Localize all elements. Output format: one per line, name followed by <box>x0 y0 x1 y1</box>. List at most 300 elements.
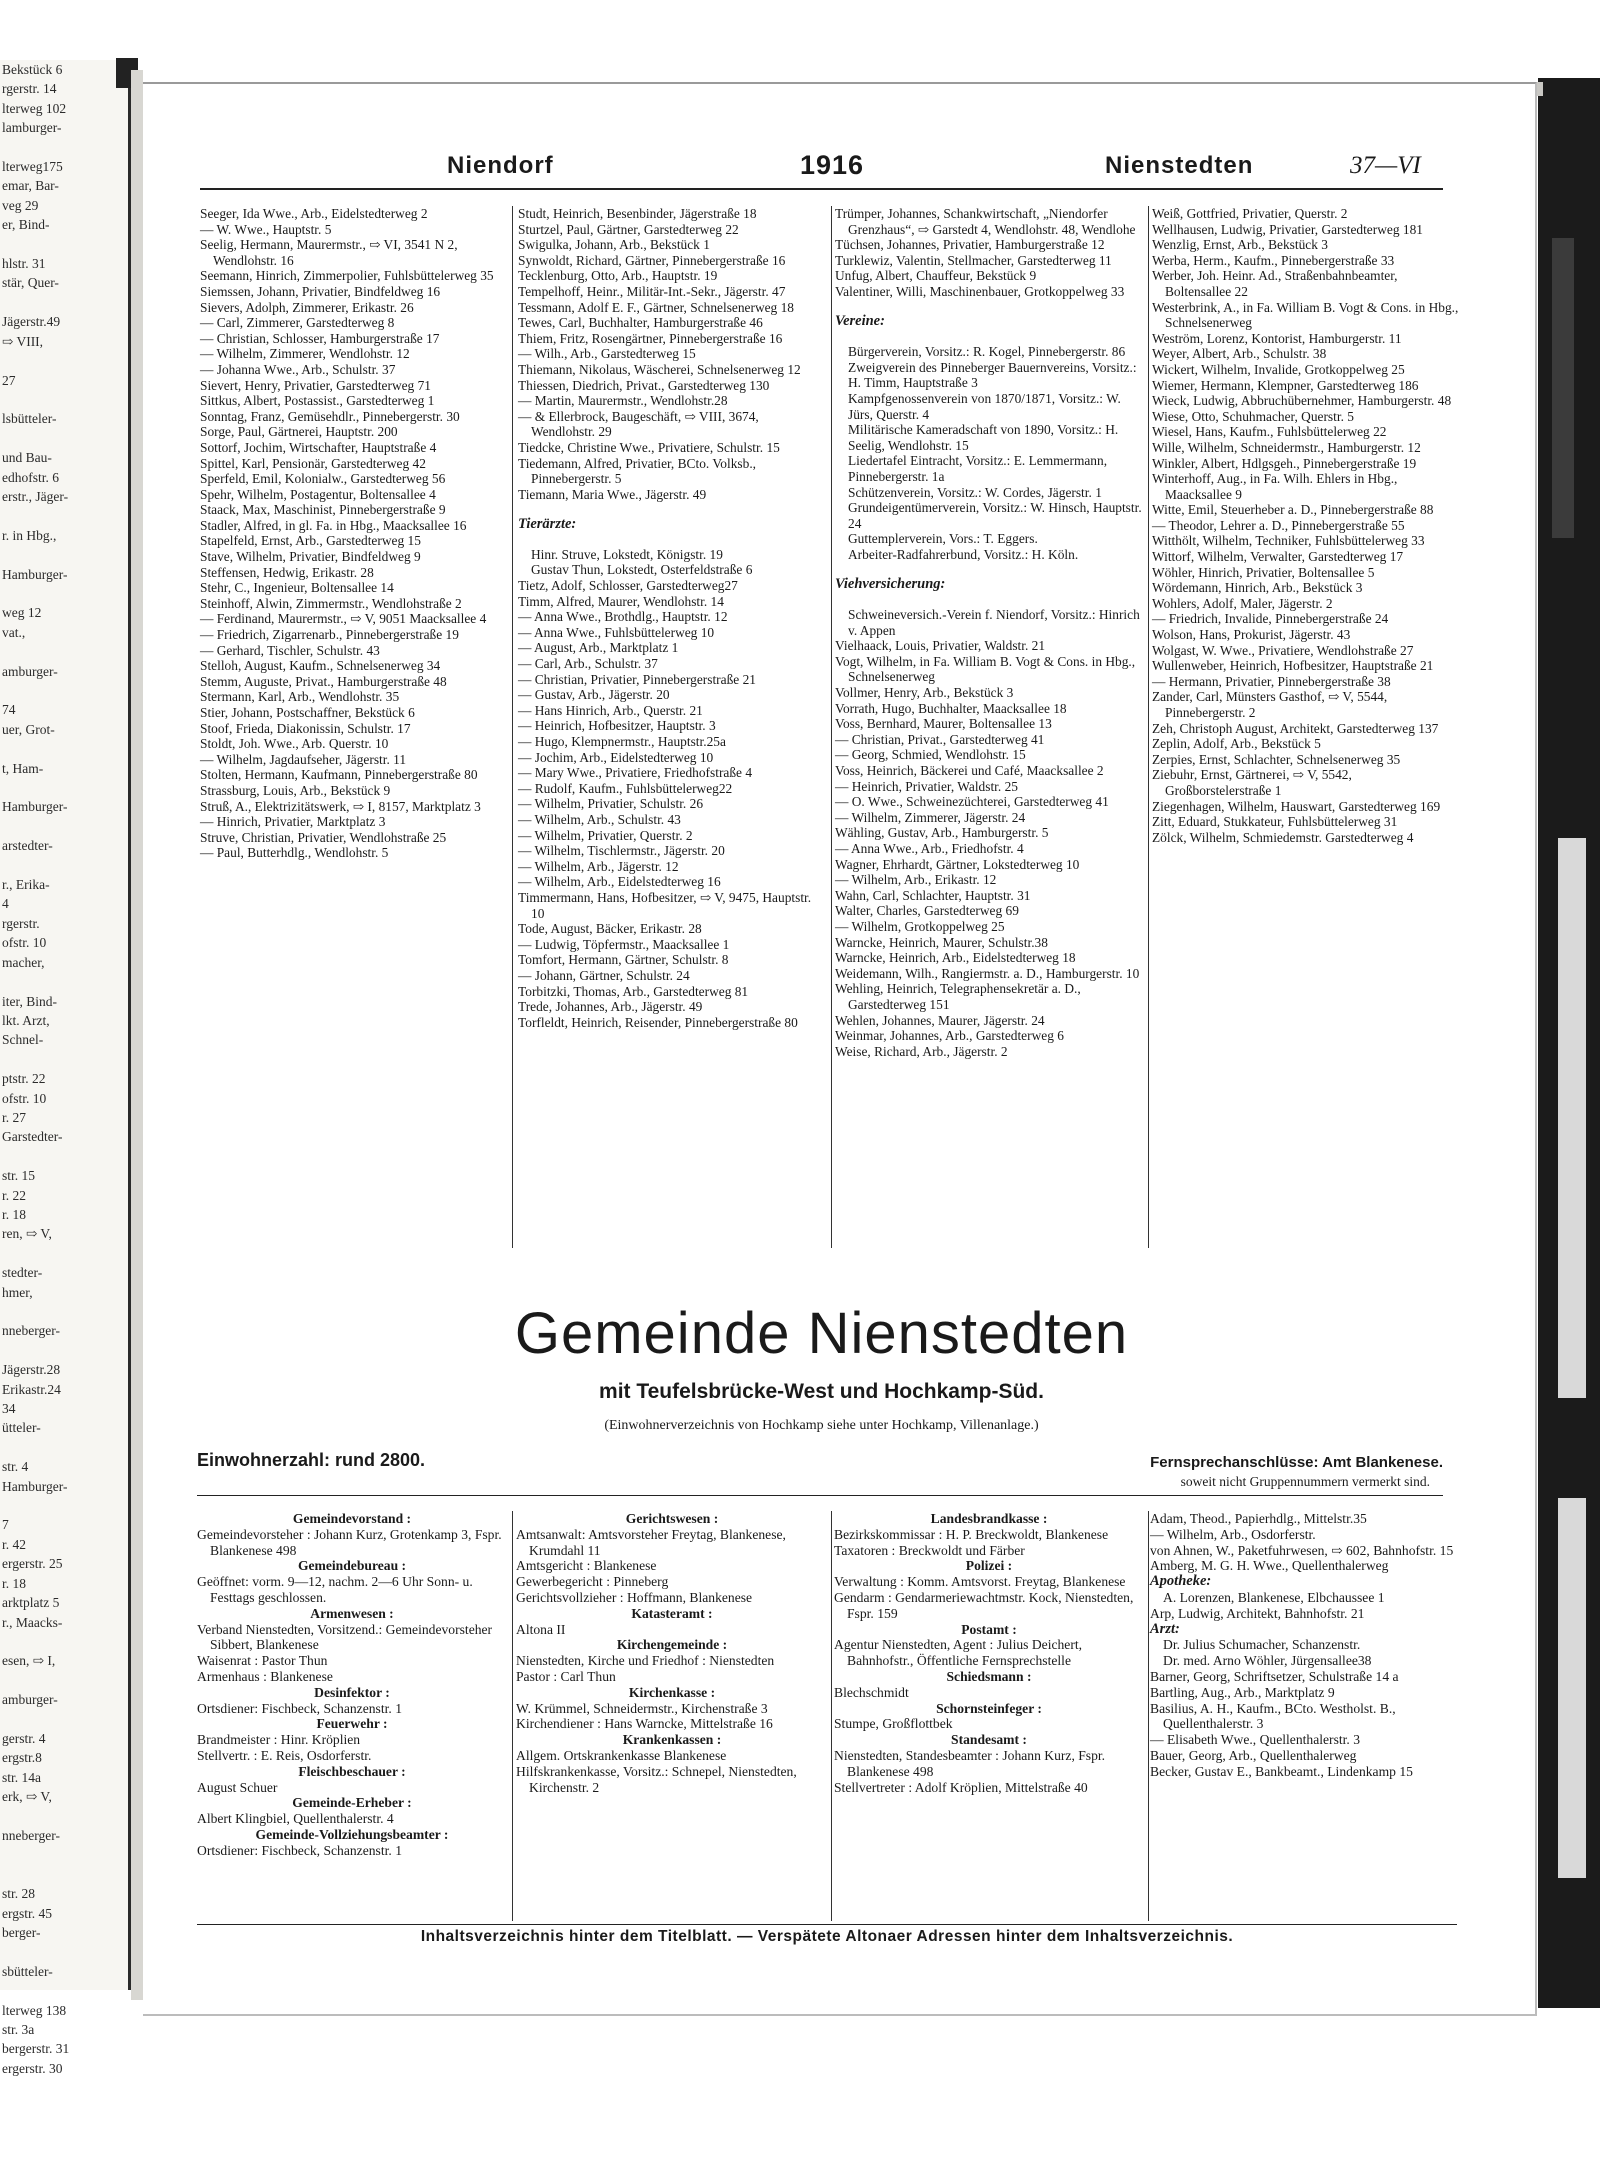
resident-entry: Torfleldt, Heinrich, Reisender, Pinnebergerstraße 80 <box>518 1014 798 1030</box>
admin-column-2 <box>516 1511 828 1921</box>
resident-entry: Tewes, Carl, Buchhalter, Hamburgerstraße 46 <box>518 315 763 331</box>
left-page-line: lsbütteler- <box>2 411 57 427</box>
left-page-line: Garstedter- <box>2 1129 63 1145</box>
resident-entry: Tempelhoff, Heinr., Militär-Int.-Sekr., Jägerstr. 47 <box>518 283 786 299</box>
left-page-line <box>0 1710 128 1729</box>
left-page-line: 4 <box>2 896 9 912</box>
resident-entry: Wolson, Hans, Prokurist, Jägerstr. 43 <box>1152 627 1351 643</box>
category-entry: Bürgerverein, Vorsitz.: R. Kogel, Pinnebergerstr. 86 <box>848 344 1126 360</box>
left-page-line: 74 <box>2 702 16 718</box>
left-page-line <box>0 429 128 448</box>
resident-entry: Wiese, Otto, Schuhmacher, Querstr. 5 <box>1152 408 1354 424</box>
left-page-line: edhofstr. 6 <box>2 469 59 485</box>
left-page-line: ergstr. 45 <box>2 1905 52 1921</box>
office-entry: Amtsgericht : Blankenese <box>516 1558 657 1574</box>
left-page-line: ütteler- <box>2 1420 41 1436</box>
office-entry: August Schuer <box>197 1779 278 1795</box>
resident-entry: — Heinrich, Privatier, Waldstr. 25 <box>835 778 1018 794</box>
resident-entry: Trede, Johannes, Arb., Jägerstr. 49 <box>518 999 703 1015</box>
left-page-line: hlstr. 31 <box>2 256 46 272</box>
left-page-line <box>0 293 128 312</box>
resident-entry: — Christian, Privat., Garstedterweg 41 <box>835 731 1045 747</box>
office-entry: Bezirkskommissar : H. P. Breckwoldt, Blankenese <box>834 1526 1109 1542</box>
left-page-line: sbütteler- <box>2 1963 53 1979</box>
left-page-line <box>0 235 128 254</box>
resident-entry: Seelig, Hermann, Maurermstr., ⇨ VI, 3541 N 2, Wendlohstr. 16 <box>200 237 458 268</box>
left-page-line: ergerstr. 25 <box>2 1556 63 1572</box>
resident-entry: Weidemann, Wilh., Rangiermstr. a. D., Hamburgerstr. 10 <box>835 965 1140 981</box>
category-entry: Gustav Thun, Lokstedt, Osterfeldstraße 6 <box>531 562 753 578</box>
resident-entry: — Wilhelm, Grotkoppelweg 25 <box>835 918 1005 934</box>
left-page-line: hmer, <box>2 1284 33 1300</box>
resident-entry: Stapelfeld, Ernst, Arb., Garstedterweg 15 <box>200 533 421 549</box>
left-page-line <box>0 1981 128 2000</box>
left-page-line: emar, Bar- <box>2 178 59 194</box>
left-page-line <box>0 681 128 700</box>
left-page-line <box>0 856 128 875</box>
office-heading: Gemeinde-Erheber : <box>292 1795 412 1811</box>
left-page-line <box>0 1671 128 1690</box>
office-heading: Feuerwehr : <box>316 1716 388 1732</box>
office-entry: Stellvertreter : Adolf Kröplien, Mittelstraße 40 <box>834 1779 1088 1795</box>
section-subtitle: mit Teufelsbrücke-West und Hochkamp-Süd. <box>599 1380 1044 1403</box>
resident-entry: Seemann, Hinrich, Zimmerpolier, Fuhlsbüttelerweg 35 <box>200 268 494 284</box>
left-page-line <box>0 390 128 409</box>
resident-entry: — Gustav, Arb., Jägerstr. 20 <box>518 687 670 703</box>
resident-entry: Stehr, C., Ingenieur, Boltensallee 14 <box>200 580 394 596</box>
resident-entry: Sievers, Adolph, Zimmerer, Erikastr. 26 <box>200 299 414 315</box>
left-page-line: str. 14a <box>2 1769 41 1785</box>
left-page-line <box>0 2098 128 2117</box>
resident-entry: — Anna Wwe., Brothdlg., Hauptstr. 12 <box>518 609 728 625</box>
resident-entry: Tiemann, Maria Wwe., Jägerstr. 49 <box>518 486 707 502</box>
office-entry: Albert Klingbiel, Quellenthalerstr. 4 <box>197 1811 394 1827</box>
left-page-line: rgerstr. 14 <box>2 81 57 97</box>
resident-entry: — Theodor, Lehrer a. D., Pinnebergerstraße 55 <box>1152 517 1405 533</box>
resident-entry: Witte, Emil, Steuerheber a. D., Pinnebergerstraße 88 <box>1152 502 1434 518</box>
left-page-line: Hamburger- <box>2 566 68 582</box>
resident-entry: Vogt, Wilhelm, in Fa. William B. Vogt & Cons. in Hbg., Schnelsenerweg <box>835 653 1136 685</box>
resident-entry: Valentiner, Willi, Maschinenbauer, Grotkoppelweg 33 <box>835 283 1125 299</box>
resident-entry: Tomfort, Hermann, Gärtner, Schulstr. 8 <box>518 952 729 968</box>
page-gutter <box>131 70 143 2000</box>
resident-entry: — Wilhelm, Privatier, Querstr. 2 <box>518 827 693 843</box>
left-page-line <box>0 1496 128 1515</box>
left-page-line <box>0 739 128 758</box>
left-page-line: r. 18 <box>2 1575 27 1591</box>
office-entry: von Ahnen, W., Paketfuhrwesen, ⇨ 602, Bahnhofstr. 15 <box>1150 1542 1454 1558</box>
resident-entry: Wahn, Carl, Schlachter, Hauptstr. 31 <box>835 887 1031 903</box>
category-entry: Dr. Julius Schumacher, Schanzenstr. <box>1163 1637 1361 1653</box>
office-heading: Kirchengemeinde : <box>616 1637 728 1653</box>
resident-entry: Wolgast, W. Wwe., Privatiere, Wendlohstraße 27 <box>1152 642 1414 658</box>
left-page-line: Hamburger- <box>2 1478 68 1494</box>
resident-entry: Spehr, Wilhelm, Postagentur, Boltensallee 4 <box>200 486 436 502</box>
left-page-line <box>0 778 128 797</box>
admin-column-1 <box>197 1511 507 1921</box>
resident-entry: Winterhoff, Aug., in Fa. Wilh. Ehlers in Hbg., Maacksallee 9 <box>1152 471 1398 502</box>
office-entry: Ortsdiener: Fischbeck, Schanzenstr. 1 <box>197 1842 402 1858</box>
left-page-line: str. 15 <box>2 1168 36 1184</box>
resident-entry: Zander, Carl, Münsters Gasthof, ⇨ V, 5544, Pinnebergerstr. 2 <box>1152 689 1388 720</box>
left-page-line: bergerstr. 31 <box>2 2041 70 2057</box>
resident-entry: — Wilh., Arb., Garstedterweg 15 <box>518 346 696 362</box>
office-entry: Geöffnet: vorm. 9—12, nachm. 2—6 Uhr Sonn- u. Festtags geschlossen. <box>197 1574 473 1605</box>
left-page-line: str. 28 <box>2 1886 36 1902</box>
section-rule <box>197 1495 1443 1496</box>
left-page-line: berger- <box>2 1925 41 1940</box>
office-entry: Waisenrat : Pastor Thun <box>197 1653 328 1669</box>
resident-entry: — Hugo, Klempnermstr., Hauptstr.25a <box>518 734 726 749</box>
resident-entry: — Christian, Schlosser, Hamburgerstraße 17 <box>200 330 440 346</box>
office-entry: Nienstedten, Standesbeamter : Johann Kurz, Fspr. Blankenese 498 <box>834 1747 1106 1779</box>
left-page-line: Erikastr.24 <box>2 1381 61 1397</box>
directory-column-1 <box>200 206 503 1248</box>
resident-entry: Studt, Heinrich, Besenbinder, Jägerstraße 18 <box>518 206 757 221</box>
resident-entry: Wickert, Wilhelm, Invalide, Grotkoppelweg 25 <box>1152 361 1405 377</box>
footer-note: Inhaltsverzeichnis hinter dem Titelblatt. — Verspätete Altonaer Adressen hinter dem Inhaltsverzeichnis. <box>420 1928 1234 1945</box>
header-rule <box>200 188 1443 190</box>
resident-entry: Wähling, Gustav, Arb., Hamburgerstr. 5 <box>835 825 1049 841</box>
left-adjacent-page <box>0 60 131 2076</box>
resident-entry: — Rudolf, Kaufm., Fuhlsbüttelerweg22 <box>518 780 733 796</box>
left-page-line <box>0 1807 128 1826</box>
column-divider <box>1148 1511 1149 1921</box>
resident-entry: Stemm, Auguste, Privat., Hamburgerstraße 48 <box>200 673 447 689</box>
resident-entry: — Georg, Schmied, Wendlohstr. 15 <box>835 747 1026 763</box>
left-page-line <box>0 2078 128 2097</box>
office-heading: Polizei : <box>965 1558 1013 1574</box>
resident-entry: Sonntag, Franz, Gemüsehdlr., Pinnebergerstr. 30 <box>200 408 460 424</box>
left-page-line: gerstr. 4 <box>2 1730 46 1746</box>
left-page-line: weg 12 <box>2 605 42 621</box>
resident-entry: Weinmar, Johannes, Arb., Garstedterweg 6 <box>835 1028 1064 1044</box>
left-page-line: lamburger- <box>2 120 62 136</box>
resident-entry: Voss, Heinrich, Bäckerei und Café, Maacksallee 2 <box>835 763 1104 778</box>
header-year: 1916 <box>800 150 865 180</box>
resident-entry: Wöhler, Hinrich, Privatier, Boltensallee 5 <box>1152 564 1375 580</box>
resident-entry: Tecklenburg, Otto, Arb., Hauptstr. 19 <box>518 268 718 284</box>
resident-entry: Steinhoff, Alwin, Zimmermstr., Wendlohstraße 2 <box>200 595 462 611</box>
resident-entry: Weyer, Albert, Arb., Schulstr. 38 <box>1152 346 1327 362</box>
resident-entry: — Wilhelm, Zimmerer, Wendlohstr. 12 <box>200 346 410 362</box>
category-entry: Liedertafel Eintracht, Vorsitz.: E. Lemmermann, Pinnebergerstr. 1a <box>848 453 1108 484</box>
left-page-line: nneberger- <box>2 1827 60 1843</box>
resident-entry: Vollmer, Henry, Arb., Bekstück 3 <box>835 685 1014 701</box>
office-entry: Blechschmidt <box>834 1684 909 1700</box>
resident-entry: — Johanna Wwe., Arb., Schulstr. 37 <box>200 361 396 377</box>
category-entry: Guttemplerverein, Vors.: T. Eggers. <box>848 531 1038 547</box>
left-page-line <box>0 506 128 525</box>
resident-entry: — Hinrich, Privatier, Marktplatz 3 <box>200 814 386 830</box>
office-entry: — Elisabeth Wwe., Quellenthalerstr. 3 <box>1150 1732 1361 1748</box>
resident-entry: — Martin, Maurermstr., Wendlohstr.28 <box>518 393 728 409</box>
left-page-line <box>0 1438 128 1457</box>
office-entry: Agentur Nienstedten, Agent : Julius Deichert, Bahnhofstr., Öffentliche Fernsprechstelle <box>834 1637 1083 1669</box>
left-page-line: Hamburger- <box>2 799 68 815</box>
left-page-line: esen, ⇨ I, <box>2 1653 56 1669</box>
resident-entry: Wittorf, Wilhelm, Verwalter, Garstedterweg 17 <box>1152 549 1404 565</box>
resident-entry: Strassburg, Louis, Arb., Bekstück 9 <box>200 782 391 798</box>
office-heading: Gemeindevorstand : <box>292 1511 412 1526</box>
directory-column-4 <box>1152 206 1459 1248</box>
left-page-line: str. 3a <box>2 2022 35 2038</box>
resident-entry: — Anna Wwe., Fuhlsbüttelerweg 10 <box>518 624 715 640</box>
office-entry: Basilius, A. H., Kaufm., BCto. Westholst. B., Quellenthalerstr. 3 <box>1150 1700 1396 1732</box>
resident-entry: Wiesel, Hans, Kaufm., Fuhlsbüttelerweg 22 <box>1152 424 1387 440</box>
resident-entry: — Wilhelm, Jagdaufseher, Jägerstr. 11 <box>200 751 407 767</box>
left-page-line: ptstr. 22 <box>2 1071 46 1087</box>
resident-entry: Voss, Bernhard, Maurer, Boltensallee 13 <box>835 716 1052 732</box>
resident-entry: Ziebuhr, Ernst, Gärtnerei, ⇨ V, 5542, Großborstelerstraße 1 <box>1152 767 1352 798</box>
resident-entry: Wenzlig, Ernst, Arb., Bekstück 3 <box>1152 237 1328 253</box>
resident-entry: Staack, Max, Maschinist, Pinnebergerstraße 9 <box>200 502 446 518</box>
resident-entry: Sperfeld, Emil, Kolonialw., Garstedterweg 56 <box>200 471 446 487</box>
resident-entry: — Ludwig, Töpfermstr., Maacksallee 1 <box>518 936 730 952</box>
resident-entry: Wördemann, Hinrich, Arb., Bekstück 3 <box>1152 580 1363 596</box>
resident-entry: Trümper, Johannes, Schankwirtschaft, „Niendorfer Grenzhaus“, ⇨ Garstedt 4, Wendlohstr. 48, Wendlohe <box>835 206 1136 237</box>
left-page-line: ren, ⇨ V, <box>2 1226 52 1242</box>
resident-entry: Timmermann, Hans, Hofbesitzer, ⇨ V, 9475, Hauptstr. 10 <box>518 889 812 921</box>
resident-entry: — Carl, Arb., Schulstr. 37 <box>518 656 658 672</box>
resident-entry: Stave, Wilhelm, Privatier, Bindfeldweg 9 <box>200 549 421 565</box>
office-entry: Amberg, M. G. H. Wwe., Quellenthalerweg <box>1150 1558 1389 1574</box>
left-page-line: arktplatz 5 <box>2 1595 60 1611</box>
resident-entry: Zerpies, Ernst, Schlachter, Schnelsenerweg 35 <box>1152 751 1401 767</box>
office-heading: Gerichtswesen : <box>625 1511 719 1526</box>
office-heading: Schiedsmann : <box>946 1668 1032 1684</box>
left-page-line: 27 <box>2 372 16 388</box>
office-entry: Taxatoren : Breckwoldt und Färber <box>834 1542 1025 1558</box>
office-entry: Brandmeister : Hinr. Kröplien <box>197 1732 361 1748</box>
resident-entry: — Heinrich, Hofbesitzer, Hauptstr. 3 <box>518 718 716 734</box>
header-left-title: Niendorf <box>447 152 554 179</box>
resident-entry: Westerbrink, A., in Fa. William B. Vogt & Cons. in Hbg., Schnelsenerweg <box>1152 299 1459 331</box>
resident-entry: Tüchsen, Johannes, Privatier, Hamburgerstraße 12 <box>835 237 1105 253</box>
resident-entry: Stoldt, Joh. Wwe., Arb. Querstr. 10 <box>200 736 389 752</box>
left-page-line <box>0 138 128 157</box>
left-page-line: r. 18 <box>2 1206 27 1222</box>
office-entry: W. Krümmel, Schneidermstr., Kirchenstraße 3 <box>516 1700 768 1716</box>
office-entry: Nienstedten, Kirche und Friedhof : Nienstedten <box>516 1653 775 1669</box>
resident-entry: Steffensen, Hedwig, Erikastr. 28 <box>200 564 374 580</box>
resident-entry: — Wilhelm, Zimmerer, Jägerstr. 24 <box>835 809 1026 825</box>
office-entry: Gewerbegericht : Pinneberg <box>516 1574 669 1590</box>
office-entry: Pastor : Carl Thun <box>516 1668 616 1684</box>
resident-entry: Sottorf, Jochim, Wirtschafter, Hauptstraße 4 <box>200 439 437 455</box>
resident-entry: Vielhaack, Louis, Privatier, Waldstr. 21 <box>835 638 1046 654</box>
resident-entry: — Gerhard, Tischler, Schulstr. 43 <box>200 642 380 658</box>
resident-entry: Werba, Herm., Kaufm., Pinnebergerstraße 33 <box>1152 252 1395 268</box>
office-entry: Stumpe, Großflottbek <box>834 1716 953 1732</box>
resident-entry: — August, Arb., Marktplatz 1 <box>518 640 679 656</box>
resident-entry: Stoof, Frieda, Diakonissin, Schulstr. 17 <box>200 720 411 736</box>
left-page-line: erk, ⇨ V, <box>2 1789 52 1805</box>
left-page-line <box>0 1050 128 1069</box>
resident-entry: — Paul, Butterhdlg., Wendlohstr. 5 <box>200 845 389 861</box>
left-page-line: r., Maacks- <box>2 1614 63 1630</box>
resident-entry: — Wilhelm, Tischlermstr., Jägerstr. 20 <box>518 843 725 859</box>
office-entry: Ortsdiener: Fischbeck, Schanzenstr. 1 <box>197 1700 402 1716</box>
office-entry: Kirchendiener : Hans Warncke, Mittelstraße 16 <box>516 1716 773 1732</box>
left-page-line: stär, Quer- <box>2 275 59 291</box>
resident-entry: Spittel, Karl, Pensionär, Garstedterweg 42 <box>200 455 426 471</box>
left-page-line: r., Erika- <box>2 877 50 893</box>
office-heading: Gemeindebureau : <box>297 1558 407 1574</box>
resident-entry: Sittkus, Albert, Postassist., Garstedterweg 1 <box>200 393 435 409</box>
category-entry: Schweineversich.-Verein f. Niendorf, Vorsitz.: Hinrich v. Appen <box>848 607 1140 638</box>
left-page-line: r. 27 <box>2 1109 27 1125</box>
resident-entry: Witthölt, Wilhelm, Techniker, Fuhlsbüttelerweg 33 <box>1152 533 1425 549</box>
resident-entry: — Wilhelm, Arb., Eidelstedterweg 16 <box>518 874 721 890</box>
category-entry: Dr. med. Arno Wöhler, Jürgensallee38 <box>1163 1653 1372 1669</box>
office-entry: Armenhaus : Blankenese <box>197 1668 333 1684</box>
resident-entry: Sorge, Paul, Gärtnerei, Hauptstr. 200 <box>200 424 398 440</box>
office-entry: Stellvertr. : E. Reis, Osdorferstr. <box>197 1747 372 1763</box>
office-heading: Standesamt : <box>951 1732 1027 1748</box>
office-heading: Desinfektor : <box>314 1684 390 1700</box>
left-page-line: ergerstr. 30 <box>2 2060 63 2076</box>
left-page-line: vat., <box>2 624 26 640</box>
resident-entry: Thiem, Fritz, Rosengärtner, Pinnebergerstraße 16 <box>518 330 783 346</box>
resident-entry: Struß, A., Elektrizitätswerk, ⇨ I, 8157, Marktplatz 3 <box>200 798 481 814</box>
left-page-line: macher, <box>2 954 45 970</box>
column-divider <box>512 206 513 1248</box>
office-entry: Arp, Ludwig, Architekt, Bahnhofstr. 21 <box>1150 1605 1365 1621</box>
resident-entry: Zölck, Wilhelm, Schmiedemstr. Garstedterweg 4 <box>1152 829 1414 845</box>
population-count: Einwohnerzahl: rund 2800. <box>197 1450 426 1470</box>
left-page-line <box>0 642 128 661</box>
resident-entry: — Friedrich, Invalide, Pinnebergerstraße 24 <box>1152 611 1389 627</box>
resident-entry: Wagner, Ehrhardt, Gärtner, Lokstedterweg 10 <box>835 856 1080 872</box>
office-heading: Fleischbeschauer : <box>298 1763 406 1779</box>
left-page-line: lterweg175 <box>2 159 63 175</box>
left-page-line <box>0 1865 128 1884</box>
office-heading: Schornsteinfeger : <box>936 1700 1042 1716</box>
resident-entry: Turklewiz, Valentin, Stellmacher, Garstedterweg 11 <box>835 252 1112 268</box>
left-page-line <box>0 1341 128 1360</box>
left-page-line: Jägerstr.28 <box>2 1362 61 1378</box>
resident-entry: Warncke, Heinrich, Maurer, Schulstr.38 <box>835 934 1048 950</box>
resident-entry: Sievert, Henry, Privatier, Garstedterweg 71 <box>200 377 431 393</box>
resident-entry: — Christian, Privatier, Pinnebergerstraße 21 <box>518 671 756 687</box>
category-entry: Hinr. Struve, Lokstedt, Königstr. 19 <box>531 546 723 562</box>
resident-entry: Sturtzel, Paul, Gärtner, Garstedterweg 22 <box>518 221 739 237</box>
category-entry: Zweigverein des Pinneberger Bauernvereins, Vorsitz.: H. Timm, Hauptstraße 3 <box>848 359 1137 391</box>
left-page-line <box>0 1845 128 1864</box>
office-entry: Gemeindevorsteher : Johann Kurz, Grotenkamp 3, Fspr. Blankenese 498 <box>197 1526 502 1558</box>
left-page-line <box>0 817 128 836</box>
category-entry: Grundeigentümerverein, Vorsitz.: W. Hinsch, Hauptstr. 24 <box>848 500 1142 531</box>
resident-entry: Zeplin, Adolf, Arb., Bekstück 5 <box>1152 736 1321 752</box>
header-right-title: Nienstedten <box>1105 152 1254 179</box>
resident-entry: Thiessen, Diedrich, Privat., Garstedterweg 130 <box>518 377 770 393</box>
left-page-text <box>0 60 128 2117</box>
left-page-line <box>0 584 128 603</box>
left-page-line: ofstr. 10 <box>2 1090 47 1106</box>
resident-entry: Walter, Charles, Garstedterweg 69 <box>835 903 1019 919</box>
resident-entry: — O. Wwe., Schweinezüchterei, Garstedterweg 41 <box>835 794 1109 810</box>
resident-entry: — Wilhelm, Arb., Jägerstr. 12 <box>518 858 679 874</box>
resident-entry: — Anna Wwe., Arb., Friedhofstr. 4 <box>835 840 1024 856</box>
resident-entry: Weise, Richard, Arb., Jägerstr. 2 <box>835 1043 1008 1059</box>
left-page-line: r. 42 <box>2 1536 27 1552</box>
resident-entry: — Carl, Zimmerer, Garstedterweg 8 <box>200 315 395 331</box>
admin-column-3 <box>834 1511 1144 1921</box>
resident-entry: — Mary Wwe., Privatiere, Friedhofstraße 4 <box>518 765 753 781</box>
left-page-line <box>0 351 128 370</box>
resident-entry: — Wilhelm, Privatier, Schulstr. 26 <box>518 796 704 812</box>
office-entry: Adam, Theod., Papierhdlg., Mittelstr.35 <box>1150 1511 1367 1526</box>
resident-entry: Stolten, Hermann, Kaufmann, Pinnebergerstraße 80 <box>200 767 478 783</box>
resident-entry: Zitt, Eduard, Stukkateur, Fuhlsbüttelerweg 31 <box>1152 814 1398 830</box>
office-entry: Verband Nienstedten, Vorsitzend.: Gemeindevorsteher Sibbert, Blankenese <box>197 1621 493 1653</box>
resident-entry: Unfug, Albert, Chauffeur, Bekstück 9 <box>835 268 1037 284</box>
office-heading: Katasteramt : <box>631 1605 713 1621</box>
office-entry: Gerichtsvollzieher : Hoffmann, Blankenese <box>516 1589 753 1605</box>
resident-entry: Torbitzki, Thomas, Arb., Garstedterweg 81 <box>518 983 749 999</box>
left-page-line: lterweg 138 <box>2 2002 67 2018</box>
resident-entry: Wieck, Ludwig, Abbruchübernehmer, Hamburgerstr. 48 <box>1152 393 1452 409</box>
resident-entry: Synwoldt, Richard, Gärtner, Pinnebergerstraße 16 <box>518 252 786 268</box>
left-page-line <box>0 1147 128 1166</box>
resident-entry: Winkler, Albert, Hdlgsgeh., Pinnebergerstraße 19 <box>1152 455 1417 471</box>
section-title: Gemeinde Nienstedten <box>514 1301 1129 1366</box>
resident-entry: Werber, Joh. Heinr. Ad., Straßenbahnbeamter, Boltensallee 22 <box>1152 268 1398 299</box>
category-entry: Kampfgenossenverein von 1870/1871, Vorsitz.: W. Jürs, Querstr. 4 <box>848 390 1121 422</box>
right-page-edge <box>1538 78 1600 2008</box>
resident-entry: Tessmann, Adolf E. F., Gärtner, Schnelsenerweg 18 <box>518 299 794 315</box>
office-entry: Altona II <box>516 1621 566 1637</box>
column-divider <box>831 206 832 1248</box>
resident-entry: Stier, Johann, Postschaffner, Bekstück 6 <box>200 705 415 720</box>
left-page-line <box>0 1632 128 1651</box>
office-entry: Gendarm : Gendarmeriewachtmstr. Kock, Nienstedten, Fspr. 159 <box>834 1589 1134 1621</box>
left-page-line: ergstr.8 <box>2 1750 42 1766</box>
resident-entry: Wille, Wilhelm, Schneidermstr., Hamburgerstr. 12 <box>1152 439 1421 455</box>
left-page-line: veg 29 <box>2 197 39 213</box>
category-heading: Arzt: <box>1150 1620 1180 1637</box>
telephone-exchange-note: soweit nicht Gruppennummern vermerkt sind. <box>1180 1474 1430 1489</box>
resident-entry: Ziegenhagen, Wilhelm, Hauswart, Garstedterweg 169 <box>1152 798 1441 814</box>
left-page-line: r. in Hbg., <box>2 527 57 543</box>
office-entry: — Wilhelm, Arb., Osdorferstr. <box>1150 1526 1316 1542</box>
resident-entry: Stermann, Karl, Arb., Wendlohstr. 35 <box>200 689 400 705</box>
left-page-line: Bekstück 6 <box>2 62 63 77</box>
left-page-line: r. 22 <box>2 1187 27 1203</box>
resident-entry: Siemssen, Johann, Privatier, Bindfeldweg 16 <box>200 283 441 299</box>
left-page-line: amburger- <box>2 663 58 679</box>
resident-entry: Wohlers, Adolf, Maler, Jägerstr. 2 <box>1152 595 1333 611</box>
admin-column-4 <box>1150 1511 1460 1921</box>
resident-entry: Weiß, Gottfried, Privatier, Querstr. 2 <box>1152 206 1348 221</box>
office-heading: Postamt : <box>961 1621 1017 1637</box>
left-page-line: lkt. Arzt, <box>2 1012 50 1028</box>
resident-entry: Thiemann, Nikolaus, Wäscherei, Schnelsenerweg 12 <box>518 361 801 377</box>
left-page-line <box>0 1244 128 1263</box>
left-page-line: arstedter- <box>2 838 53 854</box>
left-page-line: ofstr. 10 <box>2 935 47 951</box>
resident-entry: — & Ellerbrock, Baugeschäft, ⇨ VIII, 3674, Wendlohstr. 29 <box>518 408 759 440</box>
section-note: (Einwohnerverzeichnis von Hochkamp siehe unter Hochkamp, Villenanlage.) <box>604 1418 1039 1433</box>
office-heading: Armenwesen : <box>310 1605 394 1621</box>
office-entry: Hilfskrankenkasse, Vorsitz.: Schnepel, Nienstedten, Kirchenstr. 2 <box>516 1763 797 1795</box>
left-page-line: ⇨ VIII, <box>2 333 44 349</box>
category-heading: Viehversicherung: <box>835 575 946 592</box>
resident-entry: — Jochim, Arb., Eidelstedterweg 10 <box>518 749 714 765</box>
directory-column-2 <box>518 206 825 1248</box>
left-page-line: iter, Bind- <box>2 993 57 1009</box>
